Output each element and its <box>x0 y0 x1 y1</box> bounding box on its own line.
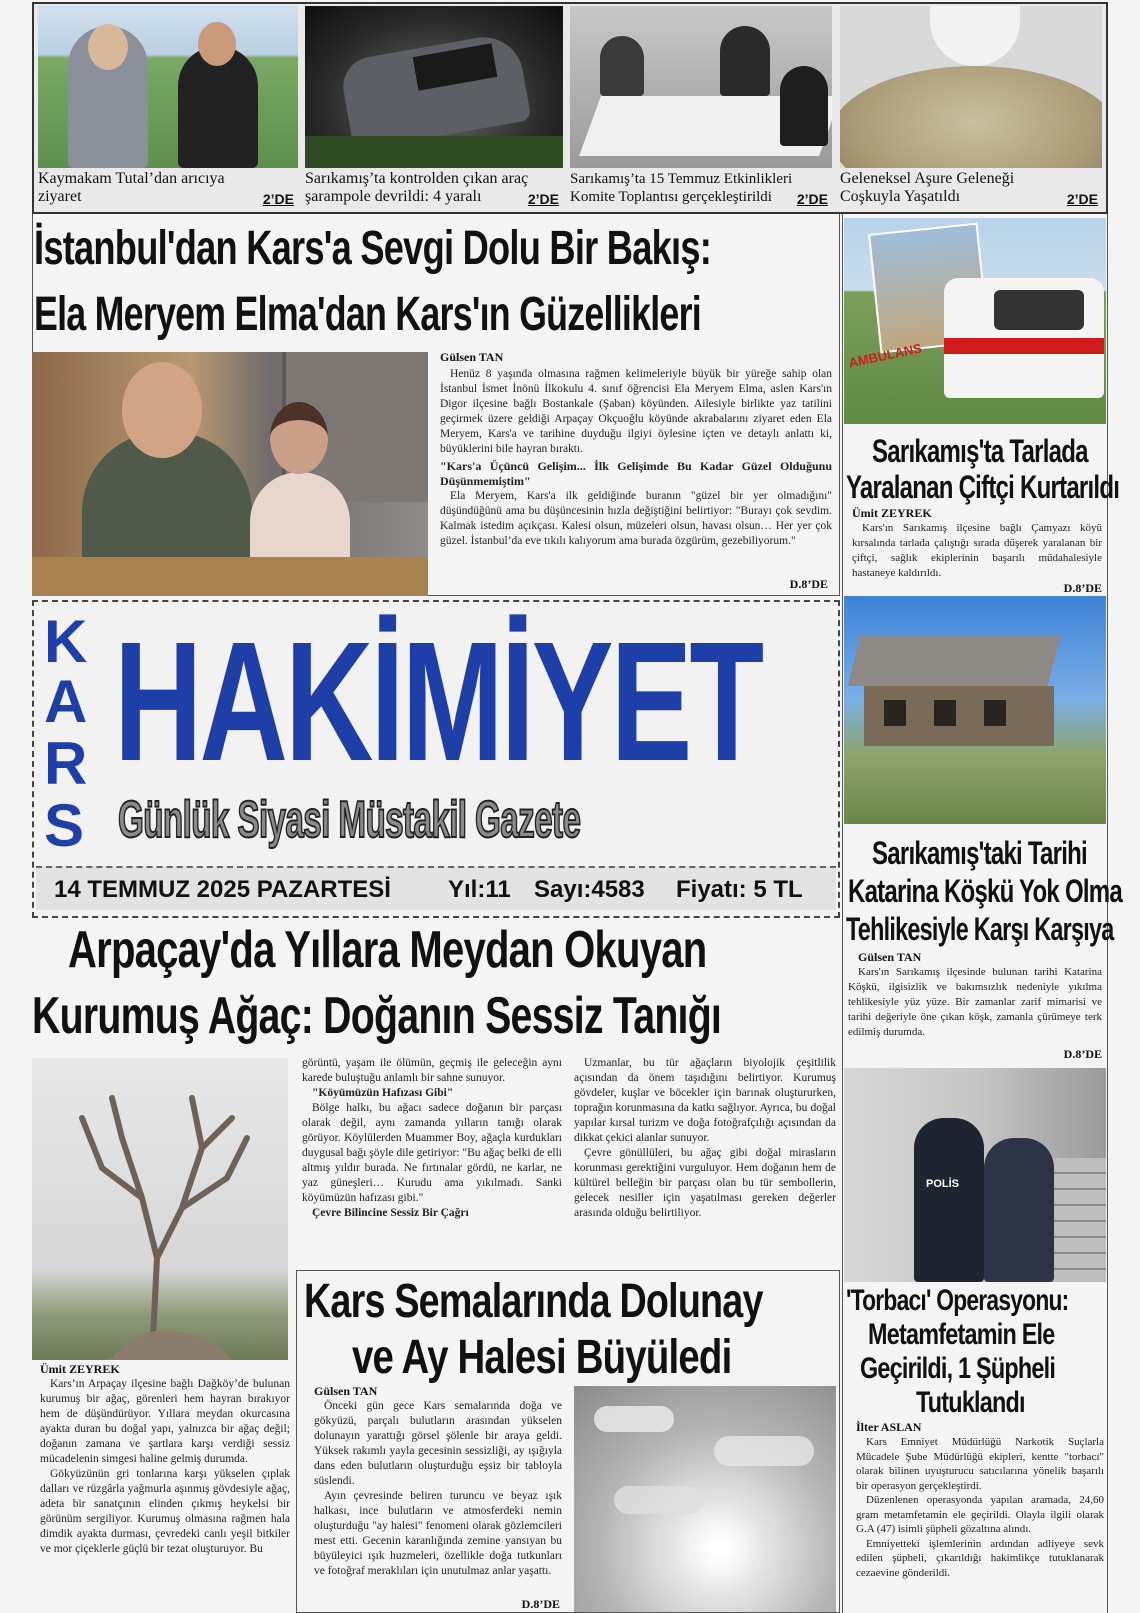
house-window-2 <box>934 700 956 726</box>
lead-photo[interactable] <box>32 352 428 596</box>
lead-article <box>440 350 832 596</box>
farmer-headline-1[interactable]: Sarıkamış'ta Tarlada <box>872 433 1088 469</box>
man-left-head <box>88 24 128 70</box>
kars-letter-a: A <box>44 668 87 735</box>
katarina-photo[interactable] <box>844 596 1106 824</box>
tree-column-3 <box>574 1056 836 1266</box>
ambulance-stripe <box>944 338 1104 354</box>
lead-headline-2[interactable]: Ela Meryem Elma'dan Kars'ın Güzellikleri <box>34 288 701 341</box>
katarina-page-ref[interactable]: D.8’DE <box>1063 1047 1102 1061</box>
ambulance-label: AMBULANS <box>847 340 924 371</box>
dead-tree-drawing <box>32 1058 288 1360</box>
tree-photo[interactable] <box>32 1058 288 1360</box>
masthead-tagline: Günlük Siyasi Müstakil Gazete <box>118 791 581 849</box>
teaser-1-page: 2’DE <box>262 191 294 207</box>
officer-figure <box>914 1118 984 1282</box>
crashed-car-body <box>339 31 532 151</box>
lead-page-ref[interactable]: D.8’DE <box>789 577 828 591</box>
katarina-article <box>848 950 1102 1066</box>
issue-date: 14 TEMMUZ 2025 PAZARTESİ <box>54 876 391 903</box>
tree-headline-1[interactable]: Arpaçay'da Yıllara Meydan Okuyan <box>68 921 707 979</box>
house-window-1 <box>884 700 906 726</box>
person-right <box>780 66 828 146</box>
ladle <box>930 6 1020 66</box>
man-head <box>122 362 202 458</box>
moon-author: Gülsen TAN <box>314 1384 378 1398</box>
katarina-author: Gülsen TAN <box>858 950 922 964</box>
person-center <box>720 26 770 96</box>
farmer-headline-2[interactable]: Yaralanan Çiftçi Kurtarıldı <box>846 469 1120 505</box>
issue-price: Fiyatı: 5 TL <box>676 876 803 903</box>
police-para-1: Kars Emniyet Müdürlüğü Narkotik Suçlarla Mücadele Şube Müdürlüğü ekipleri, kentte "torbacı" olarak bilinen uyuşturucu satıcılarına yönelik başarılı bir operasyon gerçekleştirdi. <box>856 1436 1104 1492</box>
tree-col2-para-1: görüntü, yaşam ile ölümün, geçmiş ile geleceğin aynı karede buluştuğu anlamlı bir sahne sunuyor. <box>302 1057 562 1084</box>
moon-headline-2[interactable]: ve Ay Halesi Büyüledi <box>352 1331 732 1384</box>
tree-column-2 <box>302 1056 562 1266</box>
issue-number: Sayı:4583 <box>534 876 645 903</box>
police-article <box>856 1420 1104 1612</box>
teaser-1-photo[interactable] <box>38 6 298 168</box>
kars-letter-k: K <box>44 608 87 675</box>
lead-headline-1[interactable]: İstanbul'dan Kars'a Sevgi Dolu Bir Bakış: <box>34 222 712 275</box>
officer-vest-text: POLİS <box>926 1178 960 1190</box>
tree-author: Ümit ZEYREK <box>40 1362 120 1376</box>
person-left <box>600 36 644 96</box>
katarina-headline-3[interactable]: Tehlikesiyle Karşı Karşıya <box>846 911 1114 947</box>
table <box>32 557 428 596</box>
teaser-3-caption[interactable]: Sarıkamış’ta 15 Temmuz Etkinlikleri Komite Toplantısı gerçekleştirildi 2’DE <box>570 171 828 207</box>
tree-subhead-1: "Köyümüzün Hafızası Gibi" <box>312 1087 454 1099</box>
issue-year: Yıl:11 <box>448 876 511 903</box>
moon <box>710 1538 730 1558</box>
cloud-3 <box>614 1486 704 1514</box>
police-author: İlter ASLAN <box>856 1420 922 1434</box>
cloud-1 <box>594 1406 674 1432</box>
tree-col2-para-2: Bölge halkı, bu ağacı sadece doğanın bir parçası olarak değil, aynı zamanda yılların tanığı olarak görüyor. Köylülerden Muammer Boy, ağaçla kurdukları duygusal bağı şöyle dile getiriyor: "Bu ağaç belki de elli altmış yıldır burada. Ne fırtınalar gördü, ne karlar, ne yaz güneşleri… Kurudu ama yıkılmadı. Sanki köyümüzün hafızası gibi." <box>302 1102 562 1204</box>
police-headline-1[interactable]: 'Torbacı' Operasyonu: <box>846 1284 1069 1317</box>
moon-page-ref[interactable]: D.8’DE <box>521 1597 560 1611</box>
tree-subhead-2: Çevre Bilincine Sessiz Bir Çağrı <box>312 1207 469 1219</box>
police-para-2: Düzenlenen operasyonda yapılan aramada, 24,60 gram metamfetamin ele geçirildi. Olayla ilgili olarak G.A (47) isimli şüpheli gözaltına alındı. <box>856 1494 1104 1535</box>
lead-para-2: Ela Meryem, Kars'a ilk geldiğinde buranın "güzel bir yer olmadığını" düşündüğünü ama bu düşüncesinin hızla değiştiğini belirtiyor: "Burayı çok sevdim. Kalmak istedim açıkçası. Kalesi olsun, müzeleri olsun, havası olsun… Her yer çok güzel. İstanbul’da eve tıkılı kalıyorum ama burada özgürüm, gezebiliyorum." <box>440 490 832 547</box>
man-right-head <box>198 22 236 66</box>
suspect-figure <box>984 1138 1054 1282</box>
teaser-3-page: 2’DE <box>796 191 828 207</box>
masthead-name[interactable]: HAKİMİYET <box>114 607 762 797</box>
lead-para-1: Henüz 8 yaşında olmasına rağmen kelimeleriyle büyük bir yüreğe sahip olan İstanbul İsmet İnönü İlkokulu 4. sınıf öğrencisi Ela Meryem Elma, aslen Kars'ın Digor ilçesine bağlı Bostankale (Şaban) köyünden. Ailesiyle birlikte yaz tatilini geçirmek üzere geldiği Arpaçay Okçuoğlu köyünde akrabalarını ziyaret eden Ela Meryem, Kars'a ve tarihine duyduğu ilgiyi öylesine içten ve detaylı anlattı ki, büyüklerini bile hayran bıraktı. <box>440 368 832 455</box>
teaser-4-photo[interactable] <box>840 6 1102 168</box>
farmer-photo[interactable] <box>844 218 1106 424</box>
kars-letter-r: R <box>44 730 87 797</box>
tree-col1-para-2: Gökyüzünün gri tonlarına karşı yükselen çıplak dalları ve rüzgârla yağmurla aşınmış gövdesiyle ağaç, adeta bir sanatçının elinden çıkmış heykelsi bir görünüm sergiliyor. Kurumuş olmasına rağmen hala dimdik ayakta durması, çevredeki canlı yeşil bitkiler ve mor çiçeklerle güçlü bir tezat oluşturuyor. Bu <box>40 1468 290 1555</box>
girl-head <box>270 402 328 474</box>
farmer-author: Ümit ZEYREK <box>852 506 932 520</box>
teaser-2-caption[interactable]: Sarıkamış’ta kontrolden çıkan araç şarampole devrildi: 4 yaralı 2’DE <box>305 170 559 207</box>
asure-pot <box>840 66 1102 168</box>
teaser-3-photo[interactable] <box>570 6 832 168</box>
tree-col3-para-2: Çevre gönüllüleri, bu ağaç gibi doğal mirasların korunması gerektiğini vurguluyor. Hem doğanın hem de kültürel belleğin bir parçası olan bu tür sembollerin, gelecek nesiller için yaşatılması gereken değerler arasında olduğu belirtiliyor. <box>574 1147 836 1219</box>
tree-headline-2[interactable]: Kurumuş Ağaç: Doğanın Sessiz Tanığı <box>32 987 722 1045</box>
katarina-headline-2[interactable]: Katarina Köşkü Yok Olma <box>848 873 1122 909</box>
teaser-2-page: 2’DE <box>527 191 559 207</box>
house-roof <box>848 636 1060 686</box>
police-headline-4[interactable]: Tutuklandı <box>916 1386 1025 1419</box>
ambulance-window <box>994 290 1084 330</box>
cloud-2 <box>714 1436 814 1466</box>
police-headline-2[interactable]: Metamfetamin Ele <box>868 1318 1055 1351</box>
moon-article <box>314 1384 562 1612</box>
tree-col3-para-1: Uzmanlar, bu tür ağaçların biyolojik çeşitlilik açısından da önem taşıdığını belirtiyor. Kurumuş gövdeler, kuşlar ve böcekler için barınak oluştururken, toprağın korunmasına da katkı sağlıyor. Ayrıca, bu doğal yapılar kırsal turizm ve doğa fotoğrafçılığı açısından da dikkat çekici alanlar sunuyor. <box>574 1057 836 1144</box>
moon-para-1: Önceki gün gece Kars semalarında doğa ve gökyüzü, parçalı bulutların arasından yükselen dolunayın yarattığı görsel şölenle bir araya geldi. Yüksek rakımlı yayla gecesinin sessizliği, ay ışığıyla dans eden bulutların oluşturduğu eşsiz bir tabloyla süslendi. <box>314 1400 562 1487</box>
moon-headline-1[interactable]: Kars Semalarında Dolunay <box>304 1275 763 1328</box>
farmer-page-ref[interactable]: D.8’DE <box>1063 581 1102 595</box>
teaser-4-caption[interactable]: Geleneksel Aşure Geleneği Coşkuyla Yaşatıldı 2’DE <box>840 170 1098 207</box>
teaser-2-photo[interactable] <box>305 6 563 168</box>
police-headline-3[interactable]: Geçirildi, 1 Şüpheli <box>860 1352 1056 1385</box>
grass <box>305 136 563 168</box>
moon-photo[interactable] <box>574 1386 836 1612</box>
moon-para-2: Ayın çevresinde beliren turuncu ve beyaz ışık halkası, ince bulutların ve atmosferdeki nemin oluşturduğu "ay halesi" fenomeni olarak gözlemcileri mest etti. Gecenin karanlığında zemine yansıyan bu büyüleyici ışık huzmeleri, özellikle doğa tutkunları ve fotoğraf meraklıları için unutulmaz anlar yaşattı. <box>314 1490 562 1577</box>
tree-column-1 <box>40 1362 290 1612</box>
house-window-3 <box>984 700 1006 726</box>
police-photo[interactable] <box>844 1068 1106 1282</box>
katarina-text: Kars'ın Sarıkamış ilçesinde bulunan tarihi Katarina Köşkü, ilgisizlik ve bakımsızlık nedeniyle yıkılma tehlikesiyle yüz yüze. Bir zamanlar zarif mimarisi ve tarihi değeriyle öne çıkan köşk, zamanla çürümeye terk edilmiş durumda. <box>848 966 1102 1038</box>
kars-letter-s: S <box>44 792 84 859</box>
katarina-headline-1[interactable]: Sarıkamış'taki Tarihi <box>872 835 1087 871</box>
masthead-dateline <box>36 866 836 910</box>
kars-vertical <box>40 608 116 862</box>
farmer-text: Kars'ın Sarıkamış ilçesine bağlı Çamyazı köyü kırsalında tarlada çalıştığı sırada düşerek yaralanan bir çiftçi, sağlık ekiplerinin başarılı müdahalesiyle hastaneye kaldırıldı. <box>852 522 1102 579</box>
lead-author: Gülsen TAN <box>440 350 504 364</box>
farmer-article <box>852 506 1102 595</box>
lead-subhead: "Kars'a Üçüncü Gelişim... İlk Gelişimde Bu Kadar Güzel Olduğunu Düşünmemiştim" <box>440 459 832 488</box>
tree-col1-para-1: Kars’ın Arpaçay ilçesine bağlı Dağköy’de bulunan kurumuş bir ağaç, görenleri hem hayran bırakıyor hem de düşündürüyor. Yıllara meydan okurcasına ayakta duran bu doğal yapı, yalnızca bir ağaç değil; doğanın zamana ve şartlara karşı verdiği sessiz mücadelenin simgesi haline gelmiş durumda. <box>40 1378 290 1465</box>
police-para-3: Emniyetteki işlemlerinin ardından adliyeye sevk edilen şüpheli, çıkarıldığı hakimlikçe tutuklanarak cezaevine gönderildi. <box>856 1537 1104 1579</box>
teaser-4-page: 2’DE <box>1066 191 1098 207</box>
teaser-1-caption[interactable]: Kaymakam Tutal’dan arıcıya ziyaret 2’DE <box>38 170 294 207</box>
